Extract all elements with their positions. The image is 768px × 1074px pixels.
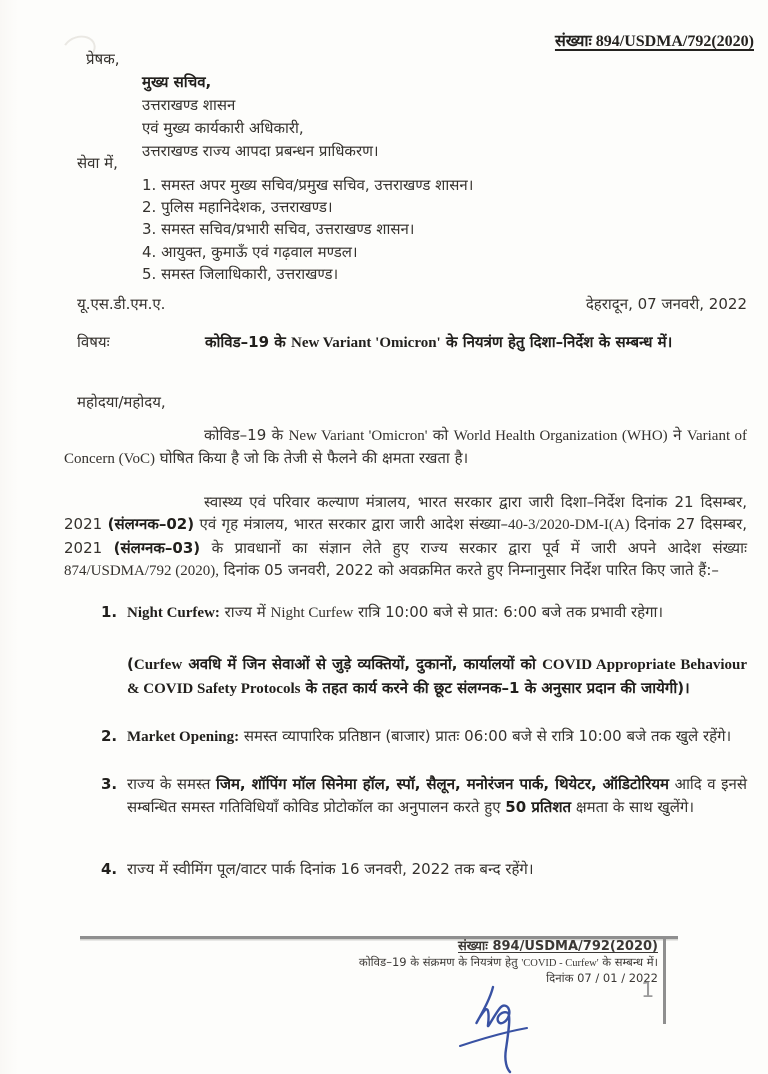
directive-number: 2. [101,727,118,745]
directive-text: (Curfew अवधि में जिन सेवाओं से जुड़े व्यक्तियों, दुकानों, कार्यालयों को COVID Appropriate Behaviour & COVID Safety Protocols के तहत कार्य करने की छूट संलग्नक–1 के अनुसार प्रदान की जायेगी)। [127,655,747,697]
to-label: सेवा में, [77,154,118,172]
stamp-date: दिनांक 07 / 01 / 2022 [546,971,658,985]
recipient-item: 1. समस्त अपर मुख्य सचिव/प्रमुख सचिव, उत्तराखण्ड शासन। [142,176,474,194]
recipient-item: 3. समस्त सचिव/प्रभारी सचिव, उत्तराखण्ड शासन। [142,220,415,239]
directive-text: Night Curfew: राज्य में Night Curfew रात्रि 10:00 बजे से प्रात: 6:00 बजे तक प्रभावी रहेगा। [127,603,664,621]
sender-line: उत्तराखण्ड राज्य आपदा प्रबन्धन प्राधिकरण। [142,142,379,160]
directive-item [64,601,747,625]
body-paragraph: कोविड–19 के New Variant 'Omicron' को World Health Organization (WHO) ने Variant of Concern (VoC) घोषित किया है जो कि तेजी से फैलने की क्षमता रखता है। [64,426,747,468]
directive-text: Market Opening: समस्त व्यापारिक प्रतिष्ठान (बाजार) प्रातः 06:00 बजे से रात्रि 10:00 बजे तक खुले रहेंगे। [127,727,732,745]
recipient-item: 2. पुलिस महानिदेशक, उत्तराखण्ड। [142,198,333,217]
subject-label: विषयः [77,333,110,351]
sender-line: उत्तराखण्ड शासन [142,96,236,114]
footer-vertical-rule [663,938,666,1024]
directive-number: 3. [101,775,118,793]
body-paragraph: स्वास्थ्य एवं परिवार कल्याण मंत्रालय, भारत सरकार द्वारा जारी दिशा–निर्देश दिनांक 21 दिसम्बर, 2021 (संलग्नक–02) एवं गृह मंत्रालय, भारत सरकार द्वारा जारी आदेश संख्या–40-3/2020-DM-I(A) दिनांक 27 दिसम्बर, 2021 (संलग्नक–03) के प्रावधानों का संज्ञान लेते हुए राज्य सरकार द्वारा पूर्व में जारी अपने आदेश संख्याः 874/USDMA/792 (2020), दिनांक 05 जनवरी, 2022 को अवक्रमित करते हुए निम्नानुसार निर्देश पारित किए जाते हैं:– [64,493,747,580]
sender-line: मुख्य सचिव, [142,73,212,91]
directive-item [64,725,747,749]
subject-text: कोविड–19 के New Variant 'Omicron' के नियत्रंण हेतु दिशा–निर्देश के सम्बन्ध में। [205,333,673,351]
recipient-item: 4. आयुक्त, कुमाऊँ एवं गढ़वाल मण्डल। [142,242,358,261]
office-date-row [77,293,747,316]
ref-number: संख्याः 894/USDMA/792(2020) [554,33,754,50]
salutation: महोदया/महोदय, [77,393,166,411]
sender-address-block [142,71,379,163]
office-abbr: यू.एस.डी.एम.ए. [77,295,166,313]
stamp-subject: कोविड–19 के संक्रमण के नियत्रंण हेतु 'COVID - Curfew' के सम्बन्ध में। [358,954,658,969]
directive-number: 1. [101,603,118,621]
place-date: देहरादून, 07 जनवरी, 2022 [585,295,747,313]
page-number: 1 [641,978,655,1002]
signature-icon [443,977,585,1074]
directive-number: 4. [101,860,118,878]
directive-text: राज्य में स्वीमिंग पूल/वाटर पार्क दिनांक 16 जनवरी, 2022 तक बन्द रहेंगे। [127,860,534,878]
recipient-item: 5. समस्त जिलाधिकारी, उत्तराखण्ड। [142,264,339,283]
sender-line: एवं मुख्य कार्यकारी अधिकारी, [142,119,304,137]
directive-item [64,773,747,818]
directive-text: राज्य के समस्त जिम, शॉपिंग मॉल सिनेमा हॉल, स्पॉ, सैलून, मनोरंजन पार्क, थियेटर, ऑडिटोरियम आदि व इनसे सम्बन्धित समस्त गतिविधियाँ कोविड प्रोटोकॉल का अनुपालन करते हुए 50 प्रतिशत क्षमता के साथ खुलेंगे। [127,775,748,816]
directive-item [64,858,747,881]
directive-note [64,653,747,701]
recipients-list [142,174,473,285]
stamp-ref-number: संख्याः 894/USDMA/792(2020) [458,939,658,954]
from-label: प्रेषक, [86,50,120,68]
